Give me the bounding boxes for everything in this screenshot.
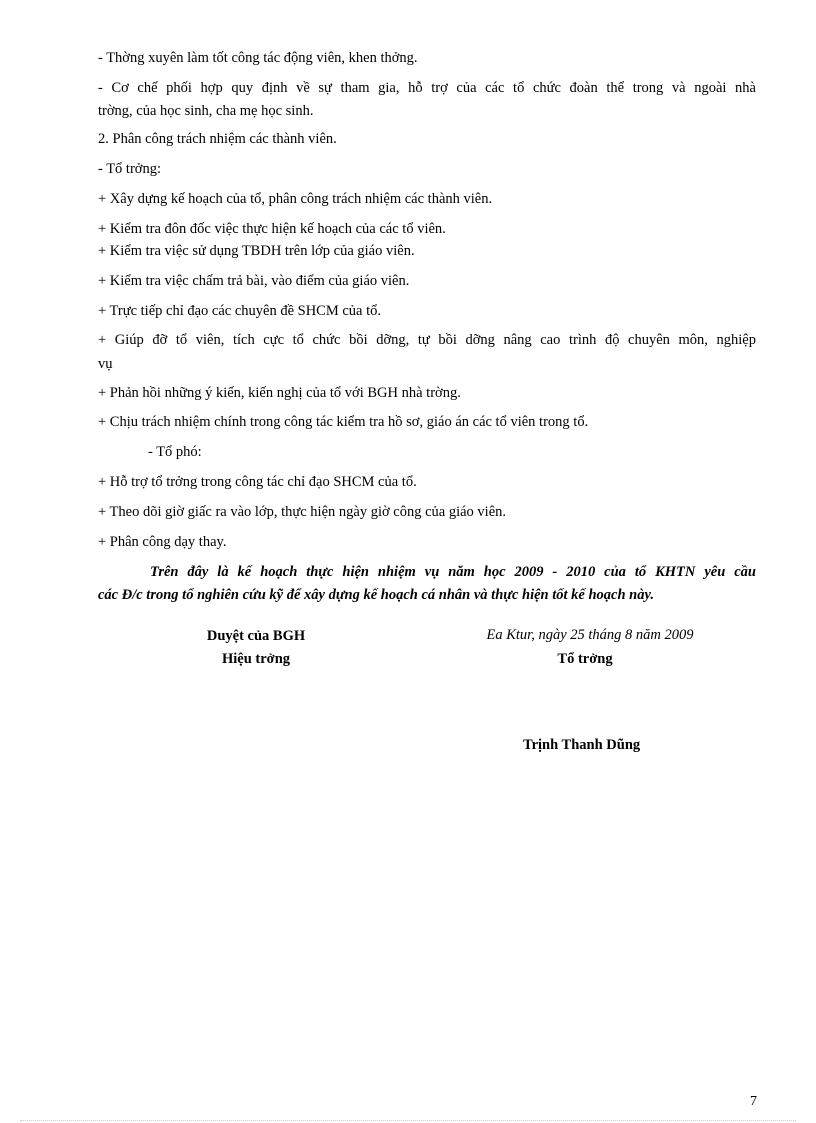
leader-role: Tổ trởng [557, 651, 613, 667]
place-date: Ea Ktur, ngày 25 tháng 8 năm 2009 [486, 627, 694, 643]
closing-statement-line1: Trên đây là kế hoạch thực hiện nhiệm vụ năm học 2009 - 2010 của tổ KHTN yêu cầu [150, 564, 756, 580]
leader-duty-2: + Kiểm tra đôn đốc việc thực hiện kế hoạch của các tổ viên. [98, 221, 446, 237]
paragraph-coordination-line2: trờng, của học sinh, cha mẹ học sinh. [98, 103, 314, 119]
approval-role: Hiệu trởng [221, 651, 291, 667]
role-heading-deputy: - Tổ phó: [148, 444, 202, 460]
leader-duty-1: + Xây dựng kế hoạch của tổ, phân công trách nhiệm các thành viên. [98, 191, 493, 207]
deputy-duty-2: + Theo dõi giờ giấc ra vào lớp, thực hiện ngày giờ công của giáo viên. [98, 504, 507, 520]
leader-duty-3: + Kiểm tra việc sử dụng TBDH trên lớp của giáo viên. [98, 243, 415, 259]
leader-duty-8: + Chịu trách nhiệm chính trong công tác kiểm tra hồ sơ, giáo án các tổ viên trong tổ. [98, 414, 589, 430]
leader-duty-5: + Trực tiếp chỉ đạo các chuyên đề SHCM của tổ. [98, 303, 382, 319]
signer-name: Trịnh Thanh Dũng [523, 737, 641, 753]
paragraph-coordination-line1: - Cơ chế phối hợp quy định về sự tham gia, hỗ trợ của các tổ chức đoàn thể trong và ngoài nhà [98, 80, 756, 96]
paragraph-encouragement: - Thờng xuyên làm tốt công tác động viên, khen thởng. [98, 50, 418, 66]
page-number: 7 [750, 1094, 757, 1109]
section-heading-assignment: 2. Phân công trách nhiệm các thành viên. [98, 131, 337, 147]
leader-duty-6-line1: + Giúp đỡ tổ viên, tích cực tổ chức bồi dỡng, tự bồi dỡng nâng cao trình độ chuyên môn, nghiệp [98, 332, 756, 348]
leader-duty-7: + Phản hồi những ý kiến, kiến nghị của tổ với BGH nhà trờng. [98, 385, 461, 401]
leader-duty-6-line2: vụ [98, 356, 113, 372]
role-heading-leader: - Tổ trởng: [98, 161, 161, 177]
footer-divider [20, 1120, 796, 1121]
closing-statement-line2: các Đ/c trong tổ nghiên cứu kỹ để xây dựng kế hoạch cá nhân và thực hiện tốt kế hoạch này. [98, 587, 654, 603]
deputy-duty-3: + Phân công dạy thay. [98, 534, 227, 550]
deputy-duty-1: + Hỗ trợ tổ trởng trong công tác chỉ đạo SHCM của tổ. [98, 474, 417, 490]
leader-duty-4: + Kiểm tra việc chấm trả bài, vào điểm của giáo viên. [98, 273, 410, 289]
approval-title: Duyệt của BGH [206, 628, 306, 644]
